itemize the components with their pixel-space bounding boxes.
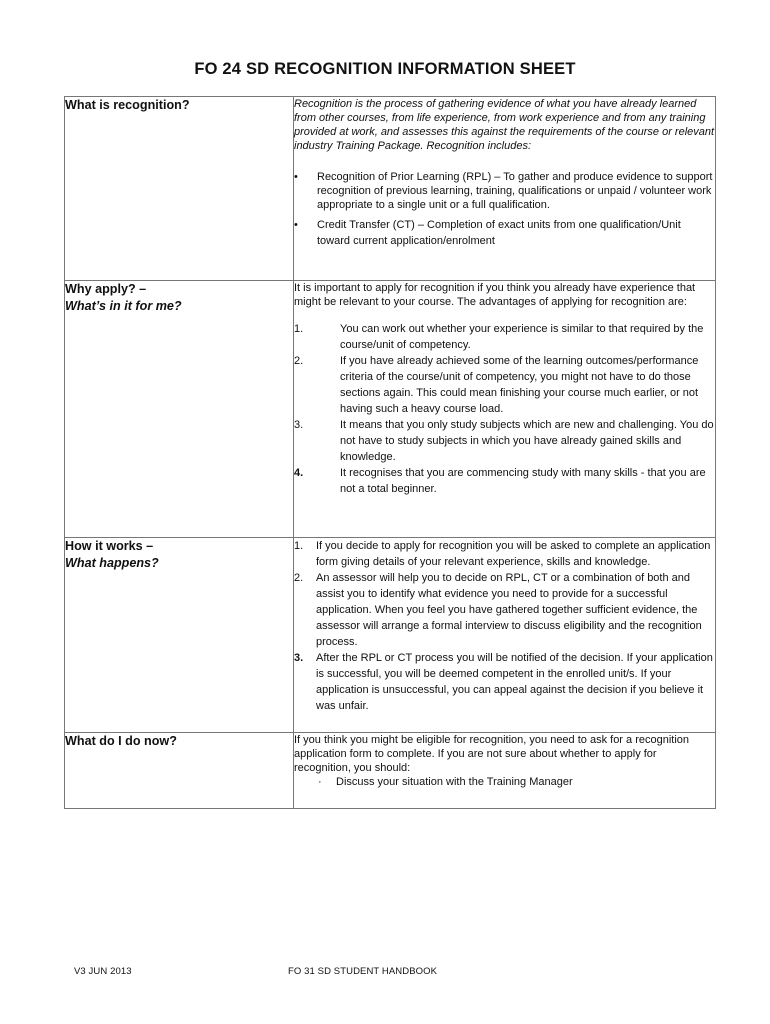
- item-number: 2.: [294, 355, 304, 367]
- advantages-intro: It is important to apply for recognition if you think you already have experience that might be relevant to your course. The advantages of applying for recognition are:: [294, 282, 696, 308]
- bullet-mark: •: [294, 219, 298, 231]
- list-item: [294, 775, 715, 789]
- item-number: 3.: [294, 419, 304, 431]
- footer-handbook: FO 31 SD STUDENT HANDBOOK: [288, 966, 438, 977]
- next-steps-intro: If you think you might be eligible for recognition, you need to ask for a recognition application form to complete. If you are not sure about whether to apply for recognition, you should:: [294, 734, 690, 774]
- row-label: [65, 733, 294, 809]
- list-item: [294, 321, 715, 353]
- list-item-text: If you have already achieved some of the learning outcomes/performance criteria of the course/unit of competency, you might not have to do those sections again. This could mean finishing your course much earlier, or not having such a heavy course load.: [340, 355, 699, 415]
- row-sublabel-text: What happens?: [65, 556, 159, 570]
- list-item: [294, 353, 715, 417]
- recognition-info-table: [64, 96, 716, 809]
- next-steps-list: [294, 775, 715, 789]
- row-label-text: What is recognition?: [65, 98, 190, 112]
- row-label: [65, 97, 294, 281]
- row-how-it-works: [65, 538, 716, 733]
- list-item: [294, 650, 715, 714]
- list-item: [294, 465, 715, 497]
- bullet-mark: •: [294, 171, 298, 183]
- recognition-types-list: [294, 170, 715, 249]
- list-item-text: Credit Transfer (CT) – Completion of exact units from one qualification/Unit toward current application/enrolment: [317, 219, 681, 247]
- list-item-text: Discuss your situation with the Training Manager: [336, 776, 573, 788]
- item-number: 3.: [294, 652, 304, 664]
- row-what-do-i-do-now: [65, 733, 716, 809]
- row-content: [294, 97, 716, 281]
- list-item-text: You can work out whether your experience is similar to that required by the course/unit of competency.: [340, 323, 704, 351]
- list-item: [294, 538, 715, 570]
- row-label-text: How it works –: [65, 539, 154, 553]
- footer-version: V3 JUN 2013: [74, 966, 132, 977]
- list-item: [294, 570, 715, 650]
- recognition-definition: Recognition is the process of gathering evidence of what you have already learned from other courses, from life experience, from work experience and from any training provided at work, and assesses this against the requirements of the course or relevant industry Training Package. Recognition includes:: [294, 98, 715, 152]
- process-steps-list: [294, 538, 715, 714]
- item-number: 4.: [294, 467, 304, 479]
- list-item: [294, 217, 715, 249]
- row-label-text: What do I do now?: [65, 734, 177, 748]
- row-content: [294, 538, 716, 733]
- list-item-text: Recognition of Prior Learning (RPL) – To gather and produce evidence to support recognition of previous learning, training, qualifications or unpaid / volunteer work appropriate to a single unit or a full qualification.: [317, 171, 713, 211]
- row-why-apply: [65, 281, 716, 538]
- row-label: [65, 538, 294, 733]
- item-number: 2.: [294, 572, 304, 584]
- row-what-is-recognition: [65, 97, 716, 281]
- list-item: [294, 170, 715, 212]
- list-item: [294, 417, 715, 465]
- item-number: 1.: [294, 540, 304, 552]
- row-content: [294, 733, 716, 809]
- list-item-text: It recognises that you are commencing study with many skills - that you are not a total beginner.: [340, 467, 706, 495]
- row-label: [65, 281, 294, 538]
- list-item-text: It means that you only study subjects which are new and challenging. You do not have to study subjects in which you have already gained skills and knowledge.: [340, 419, 714, 463]
- page-title: FO 24 SD RECOGNITION INFORMATION SHEET: [194, 60, 576, 78]
- list-item-text: After the RPL or CT process you will be notified of the decision. If your application is successful, you will be deemed competent in the enrolled unit/s. If your application is unsuccessful, you can appeal against the decision if you believe it was unfair.: [316, 652, 713, 712]
- row-sublabel-text: What’s in it for me?: [65, 299, 182, 313]
- row-label-text: Why apply? –: [65, 282, 147, 296]
- list-item-text: An assessor will help you to decide on RPL, CT or a combination of both and assist you to identify what evidence you need to provide for a successful application. When you feel you have gathered together sufficient evidence, the assessor will arrange a formal interview to discuss eligibility and the recognition process.: [316, 572, 702, 648]
- row-content: [294, 281, 716, 538]
- advantages-list: [294, 321, 715, 497]
- bullet-mark: ·: [318, 776, 322, 788]
- list-item-text: If you decide to apply for recognition you will be asked to complete an application form giving details of your relevant experience, skills and knowledge.: [316, 540, 711, 568]
- item-number: 1.: [294, 323, 304, 335]
